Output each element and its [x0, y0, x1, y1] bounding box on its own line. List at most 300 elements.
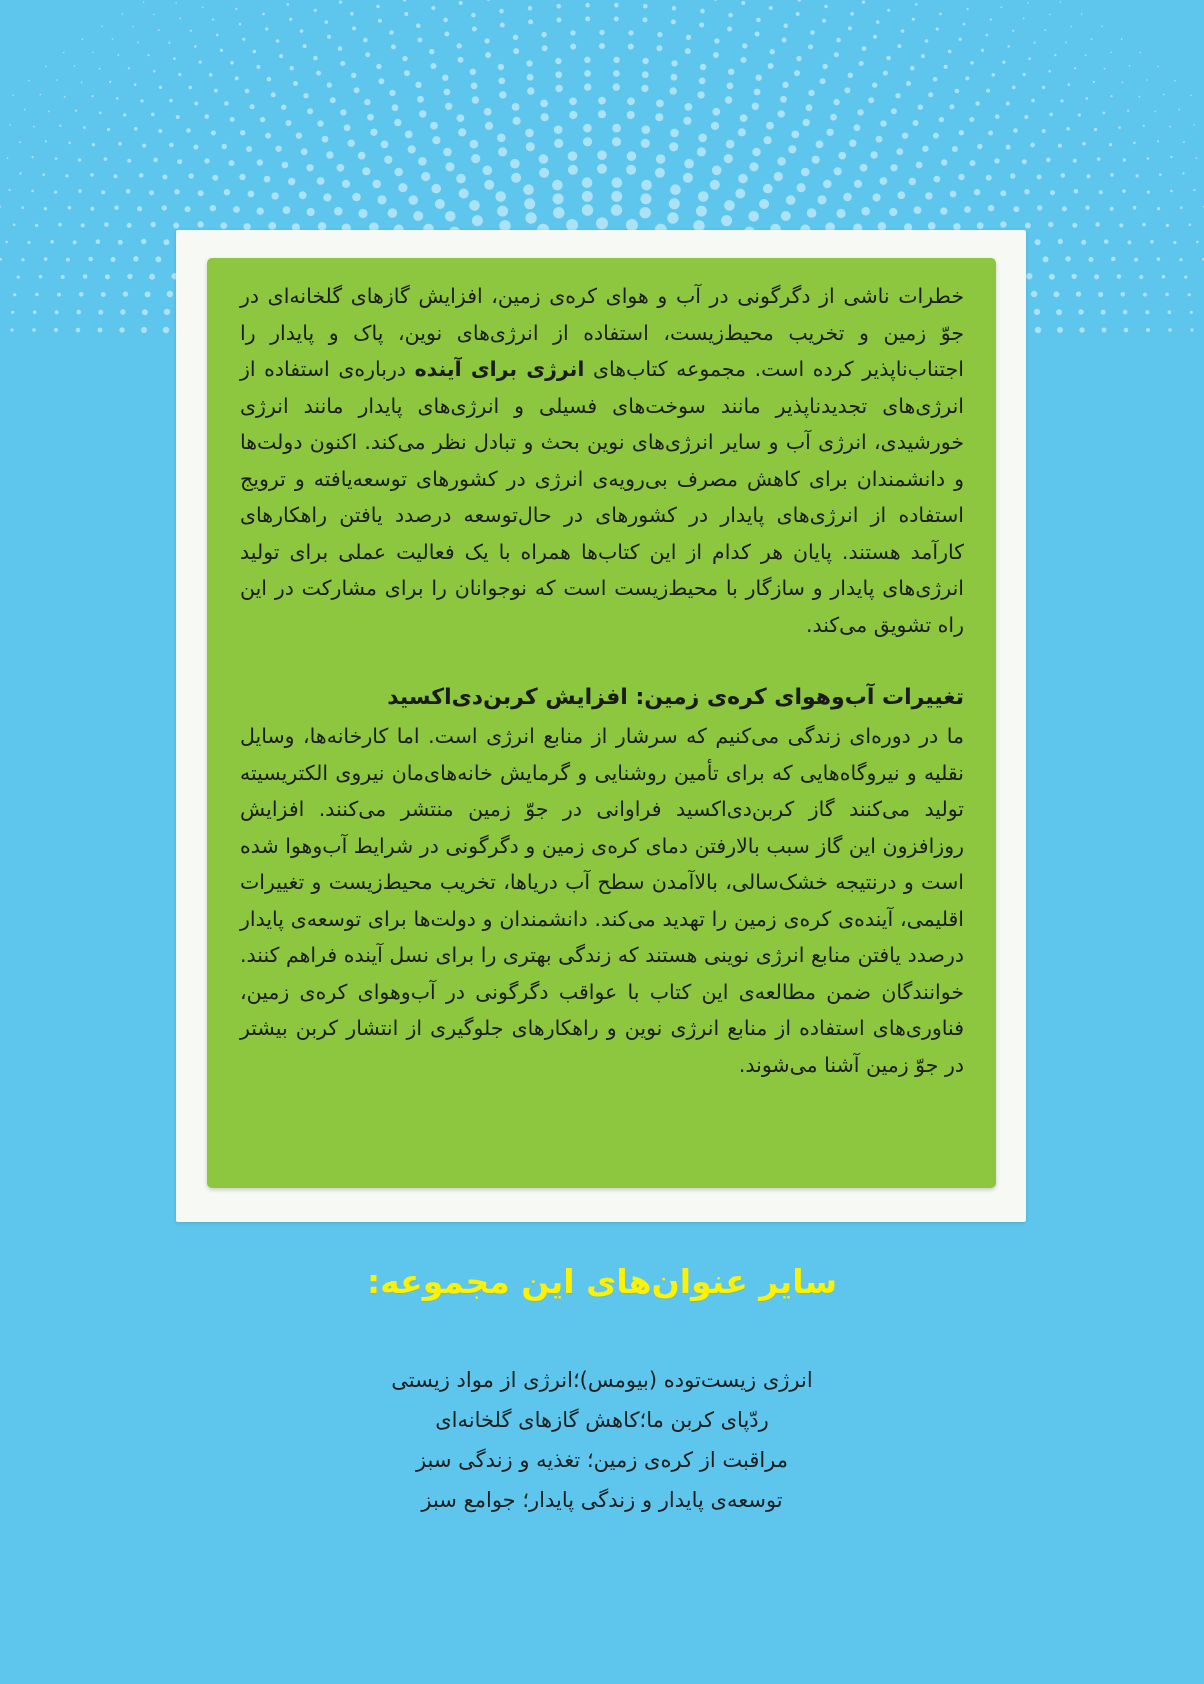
- halftone-dot: [98, 328, 103, 333]
- halftone-dot: [1072, 223, 1077, 228]
- halftone-dot: [1157, 140, 1159, 142]
- halftone-dot: [54, 191, 57, 194]
- halftone-dot: [122, 13, 124, 15]
- halftone-dot: [61, 275, 65, 279]
- halftone-dot: [740, 114, 748, 122]
- halftone-dot: [388, 208, 398, 218]
- halftone-dot: [99, 68, 101, 70]
- halftone-dot: [642, 71, 649, 78]
- halftone-dot: [1030, 143, 1035, 148]
- halftone-dot: [556, 4, 561, 9]
- halftone-dot: [120, 309, 125, 314]
- halftone-dot: [915, 3, 918, 6]
- halftone-dot: [597, 150, 607, 160]
- halftone-dot: [1022, 159, 1027, 164]
- halftone-dot: [149, 190, 154, 195]
- halftone-dot: [582, 204, 593, 215]
- halftone-dot: [391, 44, 396, 49]
- halftone-dot: [685, 48, 691, 54]
- halftone-dot: [498, 78, 505, 85]
- halftone-dot: [212, 175, 218, 181]
- halftone-dot: [370, 129, 377, 136]
- halftone-dot: [1133, 206, 1137, 210]
- halftone-dot: [1091, 38, 1093, 40]
- halftone-dot: [105, 274, 110, 279]
- halftone-dot: [256, 65, 260, 69]
- halftone-dot: [1086, 97, 1089, 100]
- halftone-dot: [245, 89, 250, 94]
- halftone-dot: [510, 159, 520, 169]
- halftone-dot: [1085, 205, 1090, 210]
- halftone-dot: [671, 19, 676, 24]
- halftone-dot: [611, 191, 622, 202]
- halftone-dot: [286, 120, 292, 126]
- halftone-dot: [1111, 257, 1116, 262]
- halftone-dot: [257, 159, 263, 165]
- halftone-dot: [44, 257, 48, 261]
- halftone-dot: [940, 207, 947, 214]
- intro-text-start: خطرات ناشی از دگرگونی در آب و هوای کره‌ی زمین، افزایش گازهای گلخانه‌ای در جوّ زمین و تخریب محیط‌زیست، استفاده از انرژی‌های نوین، پاک و پایدار را اجتناب‌ناپذیر کرده است. مجموعه کتاب‌های: [240, 284, 964, 381]
- halftone-dot: [19, 141, 21, 143]
- halftone-dot: [1154, 111, 1156, 113]
- halftone-dot: [1058, 144, 1062, 148]
- halftone-dot: [214, 89, 218, 93]
- halftone-dot: [810, 30, 815, 35]
- halftone-dot: [1035, 239, 1041, 245]
- halftone-dot: [1146, 328, 1150, 332]
- halftone-dot: [555, 85, 562, 92]
- halftone-dot: [307, 208, 315, 216]
- halftone-dot: [850, 12, 854, 16]
- halftone-dot: [876, 20, 880, 24]
- halftone-dot: [527, 74, 534, 81]
- halftone-dot: [854, 124, 861, 131]
- halftone-dot: [99, 112, 102, 115]
- halftone-dot: [1184, 276, 1187, 279]
- halftone-dot: [862, 46, 867, 51]
- halftone-dot: [1089, 257, 1094, 262]
- halftone-dot: [597, 164, 607, 174]
- halftone-dot: [528, 6, 533, 11]
- halftone-dot: [367, 114, 374, 121]
- halftone-dot: [511, 173, 521, 183]
- halftone-dot: [697, 147, 706, 156]
- halftone-dot: [749, 162, 758, 171]
- halftone-dot: [1044, 29, 1046, 31]
- halftone-dot: [127, 223, 132, 228]
- halftone-dot: [955, 89, 960, 94]
- halftone-dot: [1028, 57, 1031, 60]
- halftone-dot: [1182, 172, 1184, 174]
- halftone-dot: [698, 134, 707, 143]
- halftone-dot: [764, 136, 772, 144]
- halftone-dot: [1133, 142, 1136, 145]
- halftone-dot: [9, 124, 11, 126]
- halftone-dot: [107, 128, 110, 131]
- halftone-dot: [699, 78, 706, 85]
- halftone-dot: [443, 18, 448, 23]
- halftone-dot: [445, 103, 452, 110]
- halftone-dot: [1157, 207, 1160, 210]
- halftone-dot: [970, 61, 974, 65]
- halftone-dot: [240, 130, 245, 135]
- halftone-dot: [289, 18, 292, 21]
- halftone-dot: [539, 154, 549, 164]
- halftone-dot: [939, 13, 942, 16]
- halftone-dot: [1076, 291, 1081, 296]
- halftone-dot: [585, 3, 590, 8]
- halftone-dot: [418, 157, 427, 166]
- halftone-dot: [876, 136, 883, 143]
- halftone-dot: [92, 143, 95, 146]
- halftone-dot: [230, 117, 235, 122]
- halftone-dot: [626, 165, 636, 175]
- halftone-dot: [472, 27, 477, 32]
- halftone-dot: [901, 29, 905, 33]
- halftone-dot: [843, 193, 852, 202]
- halftone-dot: [897, 44, 901, 48]
- halftone-dot: [484, 180, 494, 190]
- halftone-dot: [683, 117, 691, 125]
- halftone-dot: [741, 57, 747, 63]
- halftone-dot: [848, 73, 853, 78]
- halftone-dot: [287, 3, 290, 6]
- halftone-dot: [612, 177, 623, 188]
- halftone-dot: [1174, 80, 1176, 82]
- halftone-dot: [485, 122, 493, 130]
- halftone-dot: [1179, 109, 1181, 111]
- halftone-dot: [1060, 99, 1063, 102]
- halftone-dot: [457, 114, 465, 122]
- halftone-dot: [1146, 79, 1148, 81]
- halftone-dot: [339, 0, 342, 3]
- halftone-dot: [378, 19, 382, 23]
- halftone-dot: [613, 57, 619, 63]
- halftone-dot: [928, 222, 936, 230]
- halftone-dot: [296, 133, 302, 139]
- halftone-dot: [212, 18, 214, 20]
- halftone-dot: [614, 16, 619, 21]
- halftone-dot: [642, 125, 651, 134]
- halftone-dot: [1189, 223, 1192, 226]
- halftone-dot: [409, 195, 419, 205]
- halftone-dot: [1068, 83, 1071, 86]
- halftone-dot: [175, 2, 177, 4]
- halftone-dot: [1065, 256, 1070, 261]
- halftone-dot: [1143, 125, 1145, 127]
- halftone-dot: [322, 136, 329, 143]
- halftone-dot: [472, 96, 479, 103]
- halftone-dot: [1085, 54, 1087, 56]
- halftone-dot: [992, 73, 996, 77]
- halftone-dot: [484, 108, 492, 116]
- halftone-dot: [17, 276, 20, 279]
- halftone-dot: [268, 222, 276, 230]
- halftone-dot: [798, 0, 802, 2]
- halftone-dot: [1046, 158, 1051, 163]
- halftone-dot: [803, 119, 810, 126]
- halftone-dot: [936, 27, 939, 30]
- halftone-dot: [281, 105, 286, 110]
- halftone-dot: [1147, 157, 1150, 160]
- halftone-dot: [1169, 126, 1171, 128]
- halftone-dot: [306, 164, 313, 171]
- halftone-dot: [796, 12, 800, 16]
- halftone-dot: [714, 0, 718, 1]
- halftone-dot: [327, 35, 331, 39]
- halftone-dot: [1078, 113, 1081, 116]
- halftone-dot: [139, 173, 144, 178]
- halftone-dot: [1170, 190, 1173, 193]
- halftone-dot: [1058, 239, 1063, 244]
- halftone-dot: [868, 97, 874, 103]
- halftone-dot: [326, 151, 333, 158]
- halftone-dot: [35, 293, 39, 297]
- halftone-dot: [77, 310, 82, 315]
- halftone-dot: [1025, 223, 1031, 229]
- halftone-dot: [1043, 256, 1049, 262]
- halftone-dot: [684, 159, 694, 169]
- halftone-dot: [916, 162, 923, 169]
- halftone-dot: [735, 189, 745, 199]
- halftone-dot: [33, 126, 35, 128]
- halftone-dot: [1026, 273, 1032, 279]
- halftone-dot: [123, 113, 126, 116]
- halftone-dot: [1012, 86, 1016, 90]
- halftone-dot: [1000, 221, 1006, 227]
- halftone-dot: [81, 223, 85, 227]
- halftone-dot: [403, 0, 407, 2]
- halftone-dot: [880, 120, 886, 126]
- halftone-dot: [1049, 14, 1051, 16]
- halftone-dot: [891, 108, 897, 114]
- halftone-dot: [628, 44, 634, 50]
- halftone-dot: [31, 156, 33, 158]
- halftone-dot: [912, 18, 915, 21]
- halftone-dot: [199, 61, 202, 64]
- halftone-dot: [640, 207, 651, 218]
- halftone-dot: [96, 239, 101, 244]
- halftone-dot: [584, 83, 591, 90]
- halftone-dot: [1121, 38, 1123, 40]
- halftone-dot: [1119, 223, 1123, 227]
- halftone-dot: [913, 120, 919, 126]
- halftone-dot: [381, 141, 389, 149]
- halftone-dot: [752, 148, 761, 157]
- halftone-dot: [959, 130, 964, 135]
- halftone-dot: [1140, 52, 1142, 54]
- halftone-dot: [235, 8, 237, 10]
- halftone-dot: [163, 327, 169, 333]
- halftone-dot: [1183, 141, 1185, 143]
- series-item: مراقبت از کره‌ی زمین؛ تغذیه و زندگی سبز: [415, 1448, 789, 1472]
- halftone-dot: [640, 193, 651, 204]
- halftone-dot: [977, 222, 984, 229]
- halftone-dot: [149, 274, 155, 280]
- halftone-dot: [28, 241, 31, 244]
- halftone-dot: [1071, 274, 1076, 279]
- halftone-dot: [39, 275, 43, 279]
- halftone-dot: [727, 83, 734, 90]
- halftone-dot: [1136, 174, 1139, 177]
- halftone-dot: [408, 145, 416, 153]
- halftone-dot: [1074, 189, 1079, 194]
- halftone-dot: [570, 44, 576, 50]
- halftone-dot: [456, 174, 466, 184]
- halftone-dot: [933, 77, 938, 82]
- halftone-dot: [838, 152, 846, 160]
- halftone-dot: [1163, 94, 1165, 96]
- halftone-dot: [1118, 126, 1121, 129]
- halftone-dot: [1127, 110, 1129, 112]
- halftone-dot: [435, 199, 445, 209]
- halftone-dot: [1110, 95, 1112, 97]
- halftone-dot: [265, 133, 271, 139]
- halftone-dot: [398, 183, 407, 192]
- halftone-dot: [1124, 328, 1129, 333]
- halftone-dot: [229, 160, 235, 166]
- halftone-dot: [995, 114, 1000, 119]
- halftone-dot: [112, 38, 114, 40]
- halftone-dot: [1065, 42, 1067, 44]
- halftone-dot: [76, 328, 81, 333]
- halftone-dot: [1122, 189, 1126, 193]
- halftone-dot: [553, 193, 564, 204]
- halftone-dot: [13, 223, 16, 226]
- halftone-dot: [394, 119, 401, 126]
- halftone-dot: [471, 13, 476, 18]
- halftone-dot: [686, 35, 691, 40]
- halftone-dot: [557, 17, 562, 22]
- halftone-dot: [417, 38, 422, 43]
- halftone-dot: [376, 64, 381, 69]
- halftone-dot: [417, 96, 424, 103]
- halftone-dot: [469, 200, 480, 211]
- halftone-dot: [897, 191, 905, 199]
- halftone-dot: [246, 146, 252, 152]
- halftone-dot: [952, 146, 958, 152]
- halftone-dot: [78, 158, 81, 161]
- halftone-dot: [1123, 310, 1128, 315]
- halftone-dot: [1104, 68, 1106, 70]
- halftone-dot: [925, 39, 929, 43]
- halftone-dot: [186, 128, 191, 133]
- halftone-dot: [599, 30, 604, 35]
- halftone-dot: [457, 43, 462, 48]
- halftone-dot: [849, 140, 856, 147]
- halftone-dot: [352, 193, 361, 202]
- halftone-dot: [1180, 206, 1183, 209]
- halftone-dot: [906, 81, 911, 86]
- halftone-dot: [542, 45, 548, 51]
- halftone-dot: [643, 17, 648, 22]
- halftone-dot: [402, 56, 407, 61]
- series-item: انرژی زیست‌توده (بیومس)؛انرژی از مواد زیستی: [391, 1368, 813, 1392]
- series-item: ردّپای کربن ما؛کاهش گازهای گلخانه‌ای: [435, 1408, 769, 1432]
- halftone-dot: [350, 12, 354, 16]
- halftone-dot: [413, 211, 423, 221]
- halftone-dot: [358, 152, 366, 160]
- halftone-dot: [90, 207, 94, 211]
- halftone-dot: [498, 64, 504, 70]
- halftone-dot: [554, 139, 563, 148]
- halftone-dot: [470, 69, 476, 75]
- halftone-dot: [197, 221, 203, 227]
- halftone-dot: [275, 146, 281, 152]
- halftone-dot: [526, 60, 532, 66]
- halftone-dot: [895, 93, 900, 98]
- halftone-dot: [327, 82, 332, 87]
- halftone-dot: [419, 110, 426, 117]
- halftone-dot: [1023, 73, 1026, 76]
- halftone-dot: [1165, 293, 1169, 297]
- halftone-dot: [394, 168, 403, 177]
- halftone-dot: [224, 101, 229, 106]
- halftone-dot: [1031, 99, 1035, 103]
- halftone-dot: [794, 70, 800, 76]
- halftone-dot: [205, 114, 210, 119]
- halftone-dot: [670, 87, 677, 94]
- halftone-dot: [655, 168, 665, 178]
- halftone-dot: [389, 30, 394, 35]
- halftone-dot: [756, 75, 762, 81]
- halftone-dot: [1081, 240, 1086, 245]
- halftone-dot: [257, 207, 264, 214]
- halftone-dot: [1101, 26, 1103, 28]
- halftone-dot: [614, 3, 619, 8]
- halftone-dot: [824, 5, 828, 9]
- halftone-dot: [582, 177, 593, 188]
- halftone-dot: [1179, 258, 1182, 261]
- halftone-dot: [389, 90, 395, 96]
- halftone-dot: [1094, 274, 1099, 279]
- halftone-dot: [372, 180, 381, 189]
- halftone-dot: [250, 104, 255, 109]
- halftone-dot: [0, 206, 1, 208]
- halftone-dot: [289, 66, 294, 71]
- halftone-dot: [880, 177, 888, 185]
- halftone-dot: [176, 115, 180, 119]
- halftone-dot: [358, 209, 367, 218]
- halftone-dot: [728, 13, 733, 18]
- halftone-dot: [74, 65, 76, 67]
- halftone-dot: [276, 39, 280, 43]
- halftone-dot: [59, 125, 61, 127]
- halftone-dot: [857, 109, 863, 115]
- halftone-dot: [137, 206, 142, 211]
- halftone-dot: [1104, 239, 1109, 244]
- halftone-dot: [151, 222, 156, 227]
- halftone-dot: [405, 131, 413, 139]
- halftone-dot: [158, 129, 162, 133]
- halftone-dot: [431, 6, 435, 10]
- halftone-dot: [128, 67, 130, 69]
- halftone-dot: [986, 34, 989, 37]
- halftone-dot: [134, 127, 138, 131]
- halftone-dot: [755, 32, 760, 37]
- halftone-dot: [1094, 128, 1097, 131]
- halftone-dot: [1066, 127, 1070, 131]
- halftone-dot: [500, 23, 505, 28]
- halftone-dot: [539, 168, 549, 178]
- halftone-dot: [12, 95, 14, 97]
- halftone-dot: [822, 64, 827, 69]
- halftone-dot: [1139, 96, 1141, 98]
- halftone-dot: [584, 70, 591, 77]
- halftone-dot: [933, 133, 939, 139]
- halftone-dot: [376, 5, 380, 9]
- halftone-dot: [582, 191, 593, 202]
